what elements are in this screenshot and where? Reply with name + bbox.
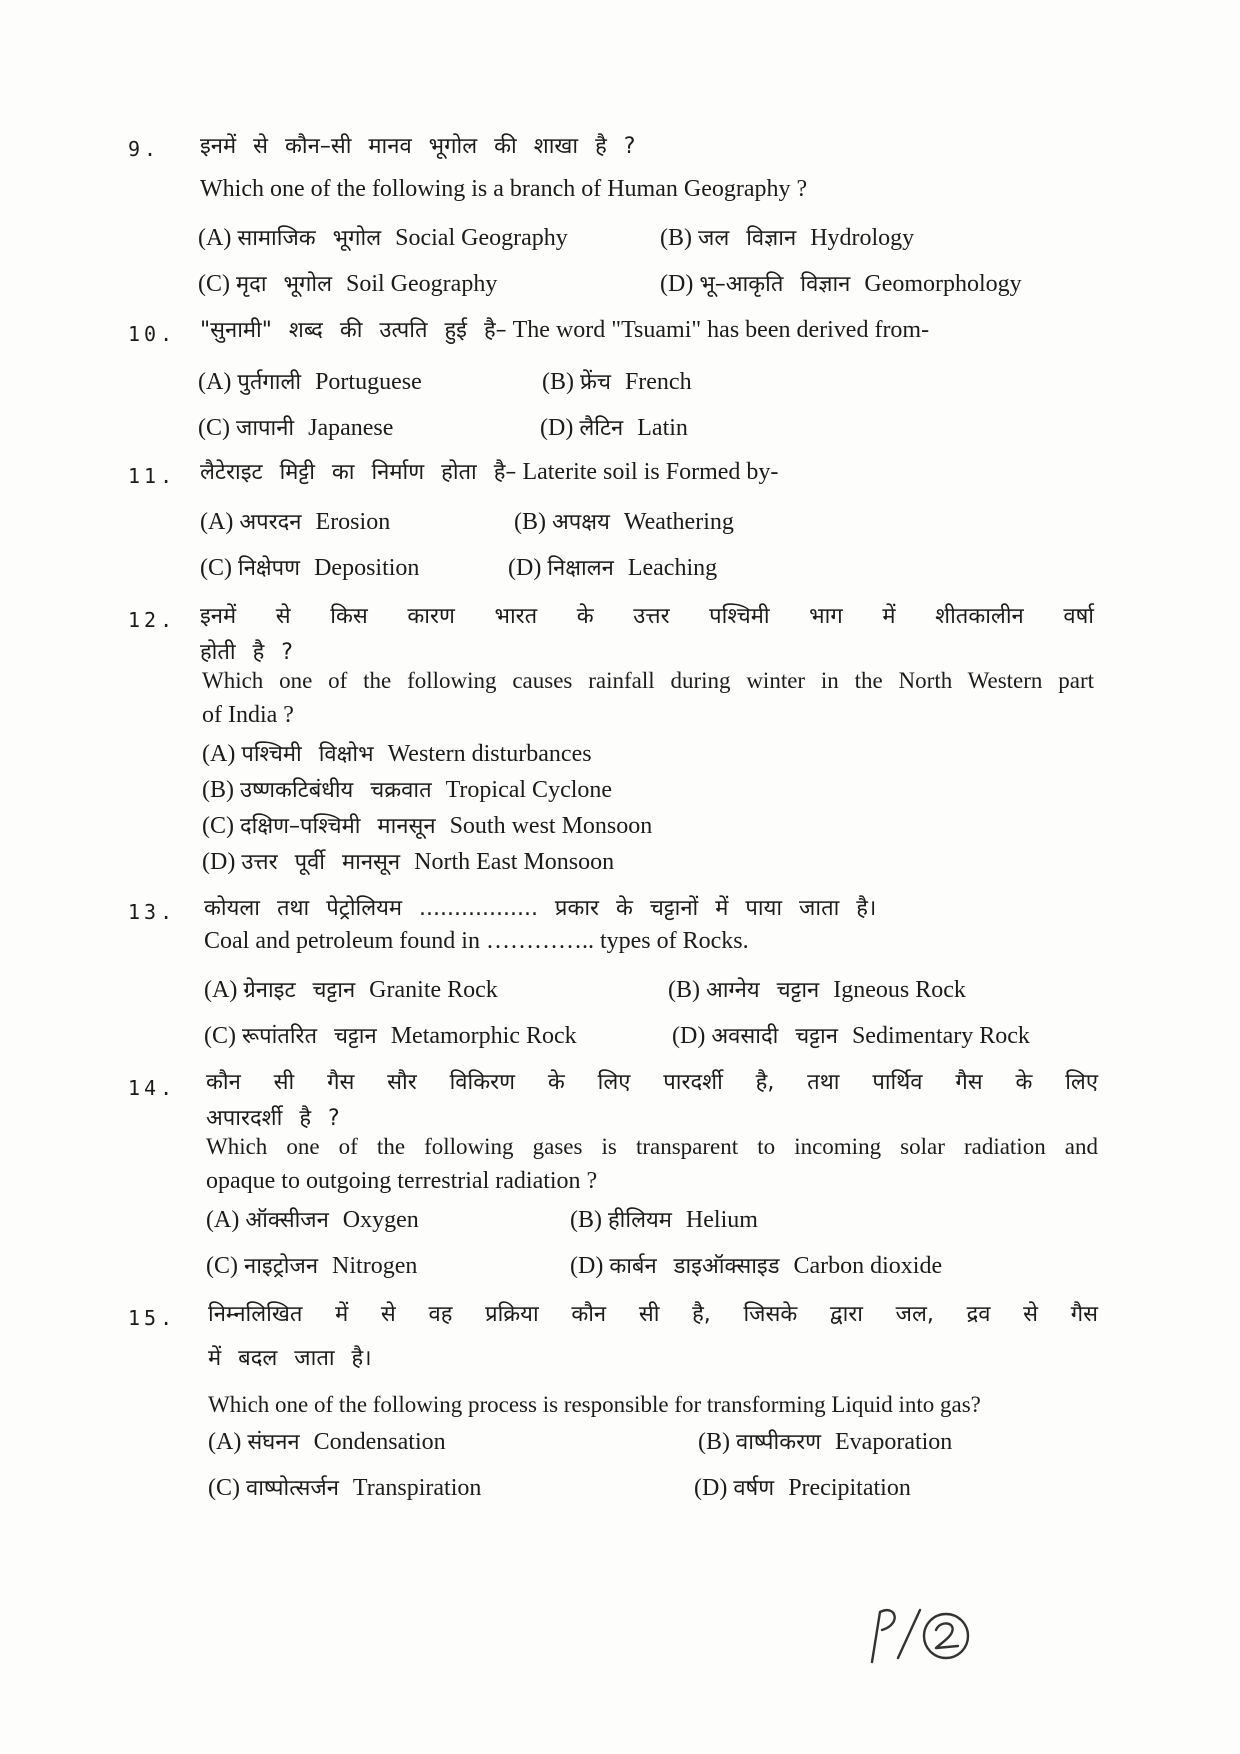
question-text-hindi-line1: निम्नलिखित में से वह प्रक्रिया कौन सी है, जिसके द्वारा जल, द्रव से गैस — [208, 1302, 1098, 1327]
question-text-english-line2: of India ? — [202, 702, 294, 728]
question-number: 9. — [128, 137, 161, 161]
option-d: (D) उत्तर पूर्वी मानसून North East Monsoon — [202, 849, 615, 875]
question-text-english-line1: Which one of the following causes rainfall during winter in the North Western part — [202, 668, 1094, 693]
question-text-hindi-line1: कौन सी गैस सौर विकिरण के लिए पारदर्शी है, तथा पार्थिव गैस के लिए — [206, 1070, 1098, 1095]
question-text: "सुनामी" शब्द की उत्पति हुई है– The word "Tsuami" has been derived from- — [200, 317, 930, 343]
question-number: 15. — [128, 1306, 177, 1330]
option-c: (C) नाइट्रोजन Nitrogen — [206, 1253, 418, 1279]
option-b: (B) हीलियम Helium — [570, 1207, 758, 1233]
question-text-english-line2: opaque to outgoing terrestrial radiation ? — [206, 1168, 598, 1194]
option-b: (B) उष्णकटिबंधीय चक्रवात Tropical Cyclone — [202, 777, 613, 803]
option-a: (A) पुर्तगाली Portuguese — [198, 369, 422, 395]
option-b: (B) वाष्पीकरण Evaporation — [698, 1429, 953, 1455]
option-a: (A) अपरदन Erosion — [200, 509, 391, 535]
question-text-english: Which one of the following process is responsible for transforming Liquid into gas? — [208, 1392, 981, 1417]
option-b: (B) जल विज्ञान Hydrology — [660, 225, 915, 251]
option-d: (D) अवसादी चट्टान Sedimentary Rock — [672, 1023, 1030, 1049]
option-c: (C) रूपांतरित चट्टान Metamorphic Rock — [204, 1023, 577, 1049]
question-text: लैटेराइट मिट्टी का निर्माण होता है– Laterite soil is Formed by- — [200, 459, 779, 485]
option-a: (A) सामाजिक भूगोल Social Geography — [198, 225, 568, 251]
question-text-english-line1: Which one of the following gases is transparent to incoming solar radiation and — [206, 1134, 1098, 1159]
question-text-hindi-line1: इनमें से किस कारण भारत के उत्तर पश्चिमी भाग में शीतकालीन वर्षा — [200, 604, 1094, 629]
option-c: (C) दक्षिण–पश्चिमी मानसून South west Monsoon — [202, 813, 653, 839]
question-number: 10. — [128, 322, 177, 346]
option-c: (C) वाष्पोत्सर्जन Transpiration — [208, 1475, 482, 1501]
option-a: (A) ग्रेनाइट चट्टान Granite Rock — [204, 977, 498, 1003]
option-b: (B) फ्रेंच French — [542, 369, 692, 395]
question-number: 14. — [128, 1076, 177, 1100]
question-text-english: Which one of the following is a branch of Human Geography ? — [200, 176, 808, 202]
option-d: (D) भू–आकृति विज्ञान Geomorphology — [660, 271, 1022, 297]
option-d: (D) कार्बन डाइऑक्साइड Carbon dioxide — [570, 1253, 943, 1279]
option-a: (A) पश्चिमी विक्षोभ Western disturbances — [202, 741, 592, 767]
option-b: (B) अपक्षय Weathering — [514, 509, 734, 535]
option-d: (D) निक्षालन Leaching — [508, 555, 718, 581]
option-d: (D) लैटिन Latin — [540, 415, 688, 441]
question-text-hindi-line2: में बदल जाता है। — [208, 1346, 372, 1371]
question-number: 12. — [128, 608, 177, 632]
handwritten-page-mark — [862, 1600, 982, 1670]
option-a: (A) ऑक्सीजन Oxygen — [206, 1207, 419, 1233]
question-text-hindi: इनमें से कौन–सी मानव भूगोल की शाखा है ? — [200, 134, 636, 159]
question-text-hindi-line2: होती है ? — [200, 640, 293, 665]
question-number: 11. — [128, 464, 177, 488]
option-d: (D) वर्षण Precipitation — [694, 1475, 911, 1501]
question-text-hindi-line2: अपारदर्शी है ? — [206, 1106, 340, 1131]
option-c: (C) जापानी Japanese — [198, 415, 394, 441]
option-c: (C) मृदा भूगोल Soil Geography — [198, 271, 498, 297]
question-text-english: Coal and petroleum found in ………….. types of Rocks. — [204, 928, 749, 954]
question-text-hindi: कोयला तथा पेट्रोलियम ................. प्रकार के चट्टानों में पाया जाता है। — [204, 896, 877, 921]
option-b: (B) आग्नेय चट्टान Igneous Rock — [668, 977, 966, 1003]
option-a: (A) संघनन Condensation — [208, 1429, 446, 1455]
question-number: 13. — [128, 900, 177, 924]
option-c: (C) निक्षेपण Deposition — [200, 555, 420, 581]
